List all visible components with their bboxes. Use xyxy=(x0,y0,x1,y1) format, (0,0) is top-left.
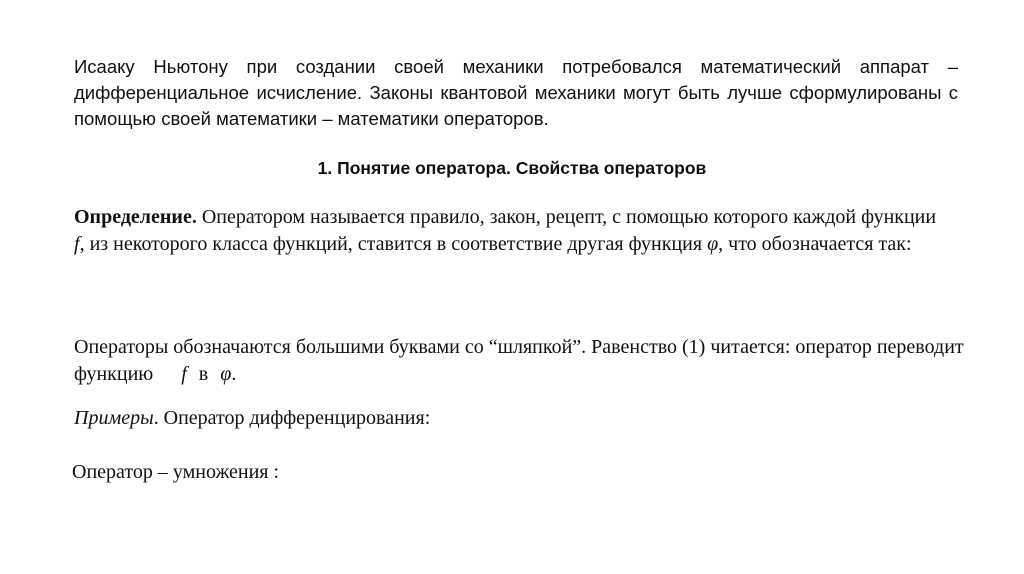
definition-term: Определение. xyxy=(74,206,197,228)
notation-end: . xyxy=(231,363,237,385)
notation-f: f xyxy=(181,363,187,385)
examples-label: Примеры xyxy=(74,407,154,429)
definition-paragraph xyxy=(74,204,944,258)
notation-paragraph xyxy=(74,334,974,388)
notation-text: Операторы обозначаются большими буквами со “шляпкой”. Равенство (1) читается: оператор переводит функцию xyxy=(74,336,964,385)
definition-text-b: , из некоторого класса функций, ставится в соответствие другая функция xyxy=(79,233,708,255)
examples-line xyxy=(74,405,974,432)
function-phi: φ xyxy=(707,233,719,255)
notation-in: в xyxy=(198,363,209,385)
function-f: f xyxy=(74,233,80,255)
multiply-operator-line: Оператор – умножения : xyxy=(72,461,280,483)
notation-phi: φ xyxy=(220,363,232,385)
examples-text: . Оператор дифференцирования: xyxy=(153,407,431,429)
definition-text-c: , что обозначается так: xyxy=(718,233,912,255)
intro-paragraph: Исааку Ньютону при создании своей механики потребовался математический аппарат – дифференциальное исчисление. Законы квантовой механики могут быть лучше сформулированы с помощью своей математики – математики операторов. xyxy=(74,56,958,129)
section-title: 1. Понятие оператора. Свойства операторов xyxy=(317,158,707,178)
definition-text-a: Оператором называется правило, закон, рецепт, с помощью которого каждой функции xyxy=(196,206,937,228)
